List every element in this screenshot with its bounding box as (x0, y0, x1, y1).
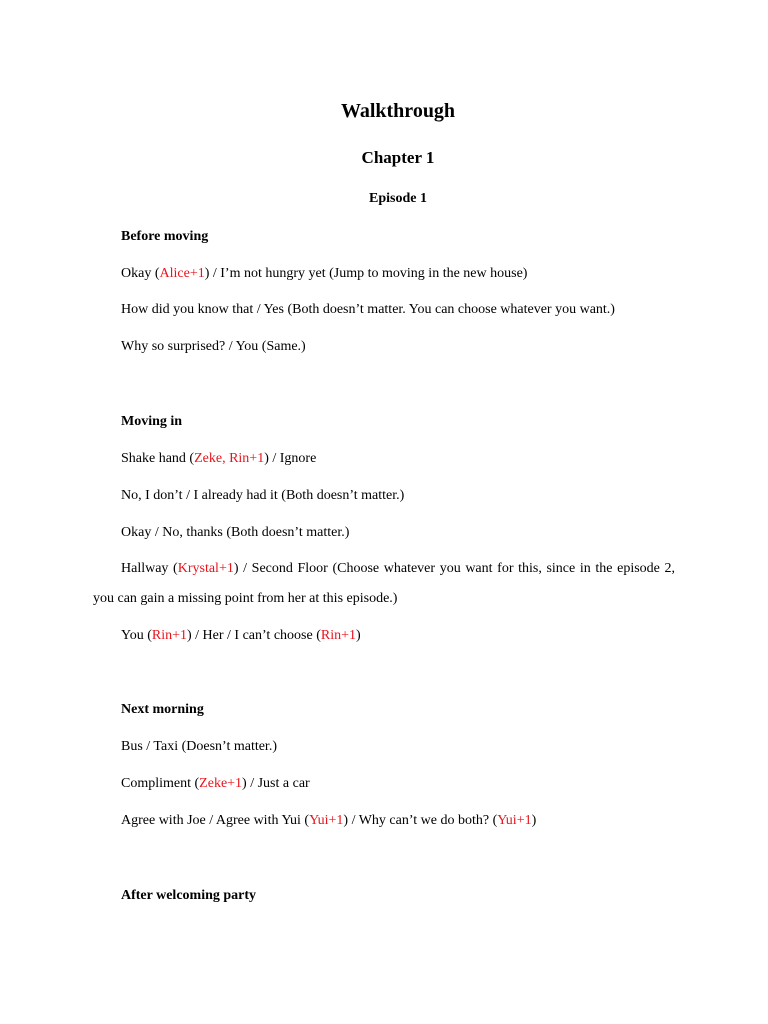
affection-point: Zeke, Rin+1 (194, 451, 265, 466)
choice-text: ) / Her / I can’t choose ( (187, 628, 321, 643)
affection-point: Yui+1 (497, 813, 532, 828)
episode-heading: Episode 1 (369, 191, 427, 206)
section-heading-moving-in: Moving in (121, 414, 183, 429)
chapter-heading: Chapter 1 (361, 148, 435, 167)
choice-text: ) / Just a car (242, 776, 310, 791)
choice-line: How did you know that / Yes (Both doesn’t matter. You can choose whatever you want.) (121, 302, 615, 317)
choice-text: Shake hand ( (121, 451, 195, 466)
choice-text: Hallway ( (121, 561, 178, 576)
affection-point: Rin+1 (151, 628, 187, 643)
affection-point: Zeke+1 (199, 776, 243, 791)
choice-line: No, I don’t / I already had it (Both doesn’t matter.) (121, 488, 405, 503)
section-heading-before-moving: Before moving (121, 229, 209, 244)
choice-text: ) / Why can’t we do both? ( (343, 813, 498, 828)
choice-text: ) / Ignore (264, 451, 317, 466)
choice-text: Agree with Joe / Agree with Yui ( (121, 813, 310, 828)
affection-point: Rin+1 (320, 628, 356, 643)
affection-point: Alice+1 (159, 266, 205, 281)
choice-line (121, 264, 527, 284)
choice-line (121, 774, 310, 794)
choice-line: Okay / No, thanks (Both doesn’t matter.) (121, 525, 350, 540)
document-title: Walkthrough (340, 100, 456, 122)
section-heading-next-morning: Next morning (121, 702, 204, 717)
choice-text: Compliment ( (121, 776, 200, 791)
choice-text: Okay ( (121, 266, 160, 281)
choice-text: You ( (121, 628, 152, 643)
affection-point: Yui+1 (309, 813, 344, 828)
choice-text: ) (531, 813, 537, 828)
choice-line: Bus / Taxi (Doesn’t matter.) (121, 739, 277, 754)
affection-point: Krystal+1 (177, 561, 234, 576)
section-heading-after-welcoming-party: After welcoming party (121, 888, 257, 903)
choice-line (121, 626, 361, 646)
choice-text: ) (355, 628, 361, 643)
choice-text: ) / Second Floor (Choose whatever you want for this, since in the episode 2, you can gain a missing point from her at this episode.) (93, 561, 676, 606)
choice-paragraph (93, 554, 675, 613)
choice-line (121, 449, 316, 469)
choice-line (121, 811, 536, 831)
choice-text: ) / I’m not hungry yet (Jump to moving in the new house) (204, 266, 528, 281)
choice-line: Why so surprised? / You (Same.) (121, 339, 306, 354)
